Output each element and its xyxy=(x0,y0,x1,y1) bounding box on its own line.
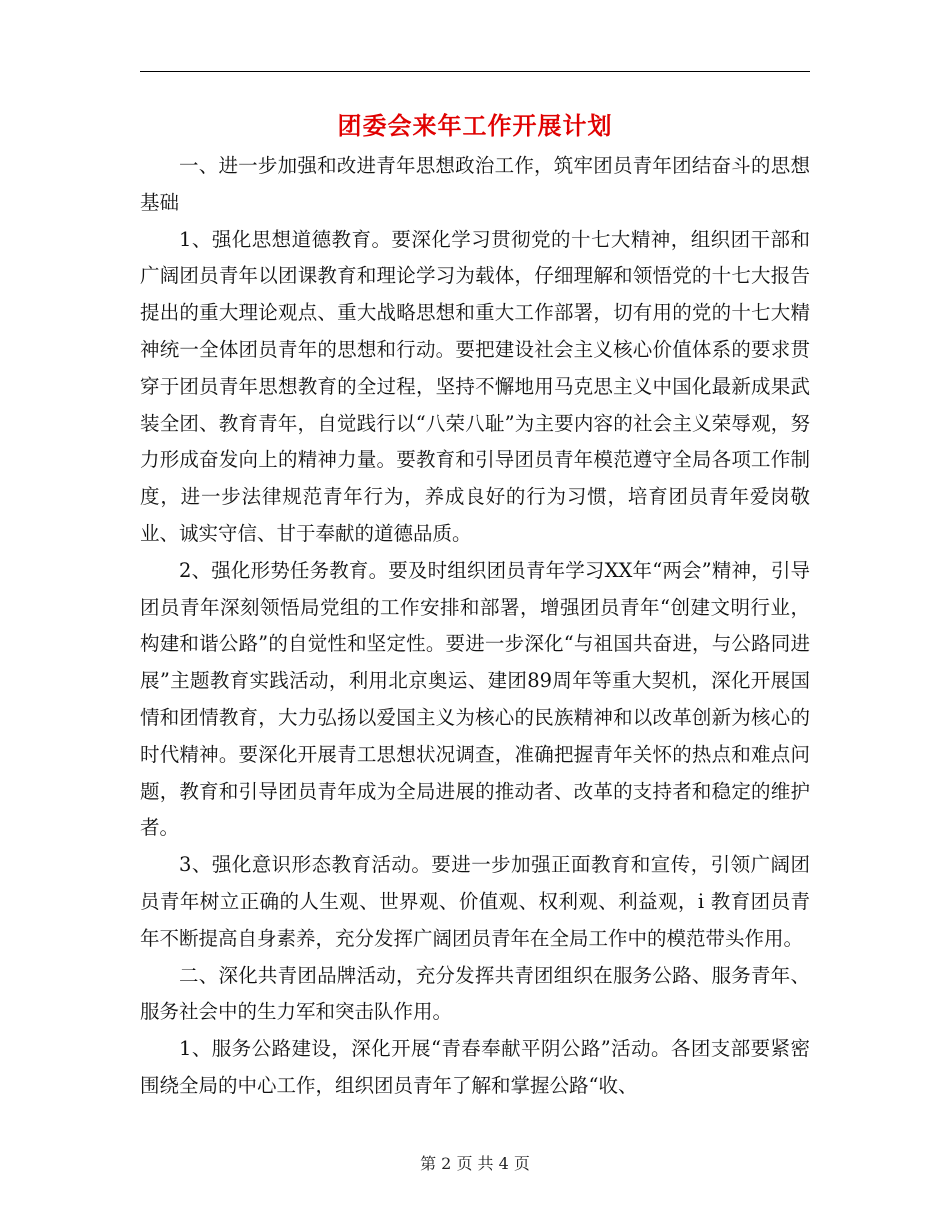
header-rule xyxy=(140,71,810,72)
document-body xyxy=(140,148,810,1105)
paragraph-item-1-2: 2、强化形势任务教育。要及时组织团员青年学习XX年“两会”精神，引导团员青年深刻领悟局党组的工作安排和部署，增强团员青年“创建文明行业，构建和谐公路”的自觉性和坚定性。要进一步深化“与祖国共奋进，与公路同进展”主题教育实践活动，利用北京奥运、建团89周年等重大契机，深化开展国情和团情教育，大力弘扬以爱国主义为核心的民族精神和以改革创新为核心的时代精神。要深化开展青工思想状况调查，准确把握青年关怀的热点和难点问题，教育和引导团员青年成为全局进展的推动者、改革的支持者和稳定的维护者。 xyxy=(140,558,810,840)
paragraph-item-1-3: 3、强化意识形态教育活动。要进一步加强正面教育和宣传，引领广阔团员青年树立正确的人生观、世界观、价值观、权利观、利益观，i 教育团员青年不断提高自身素养，充分发挥广阔团员青年在全局工作中的模范带头作用。 xyxy=(140,853,810,950)
paragraph-section-2-heading: 二、深化共青团品牌活动，充分发挥共青团组织在服务公路、服务青年、服务社会中的生力军和突击队作用。 xyxy=(140,963,810,1024)
paragraph-item-1-1: 1、强化思想道德教育。要深化学习贯彻党的十七大精神，组织团干部和广阔团员青年以团课教育和理论学习为载体，仔细理解和领悟党的十七大报告提出的重大理论观点、重大战略思想和重大工作部署，切有用的党的十七大精神统一全体团员青年的思想和行动。要把建设社会主义核心价值体系的要求贯穿于团员青年思想教育的全过程，坚持不懈地用马克思主义中国化最新成果武装全团、教育青年，自觉践行以“八荣八耻”为主要内容的社会主义荣辱观，努力形成奋发向上的精神力量。要教育和引导团员青年模范遵守全局各项工作制度，进一步法律规范青年行为，养成良好的行为习惯，培育团员青年爱岗敬业、诚实守信、甘于奉献的道德品质。 xyxy=(140,227,810,545)
paragraph-section-1-heading: 一、进一步加强和改进青年思想政治工作，筑牢团员青年团结奋斗的思想基础 xyxy=(140,154,810,214)
document-title: 团委会来年工作开展计划 xyxy=(337,112,613,140)
page-number-footer: 第 2 页 共 4 页 xyxy=(420,1154,530,1173)
paragraph-item-2-1: 1、服务公路建设，深化开展“青春奉献平阴公路”活动。各团支部要紧密围绕全局的中心工作，组织团员青年了解和掌握公路“收、 xyxy=(140,1037,810,1097)
